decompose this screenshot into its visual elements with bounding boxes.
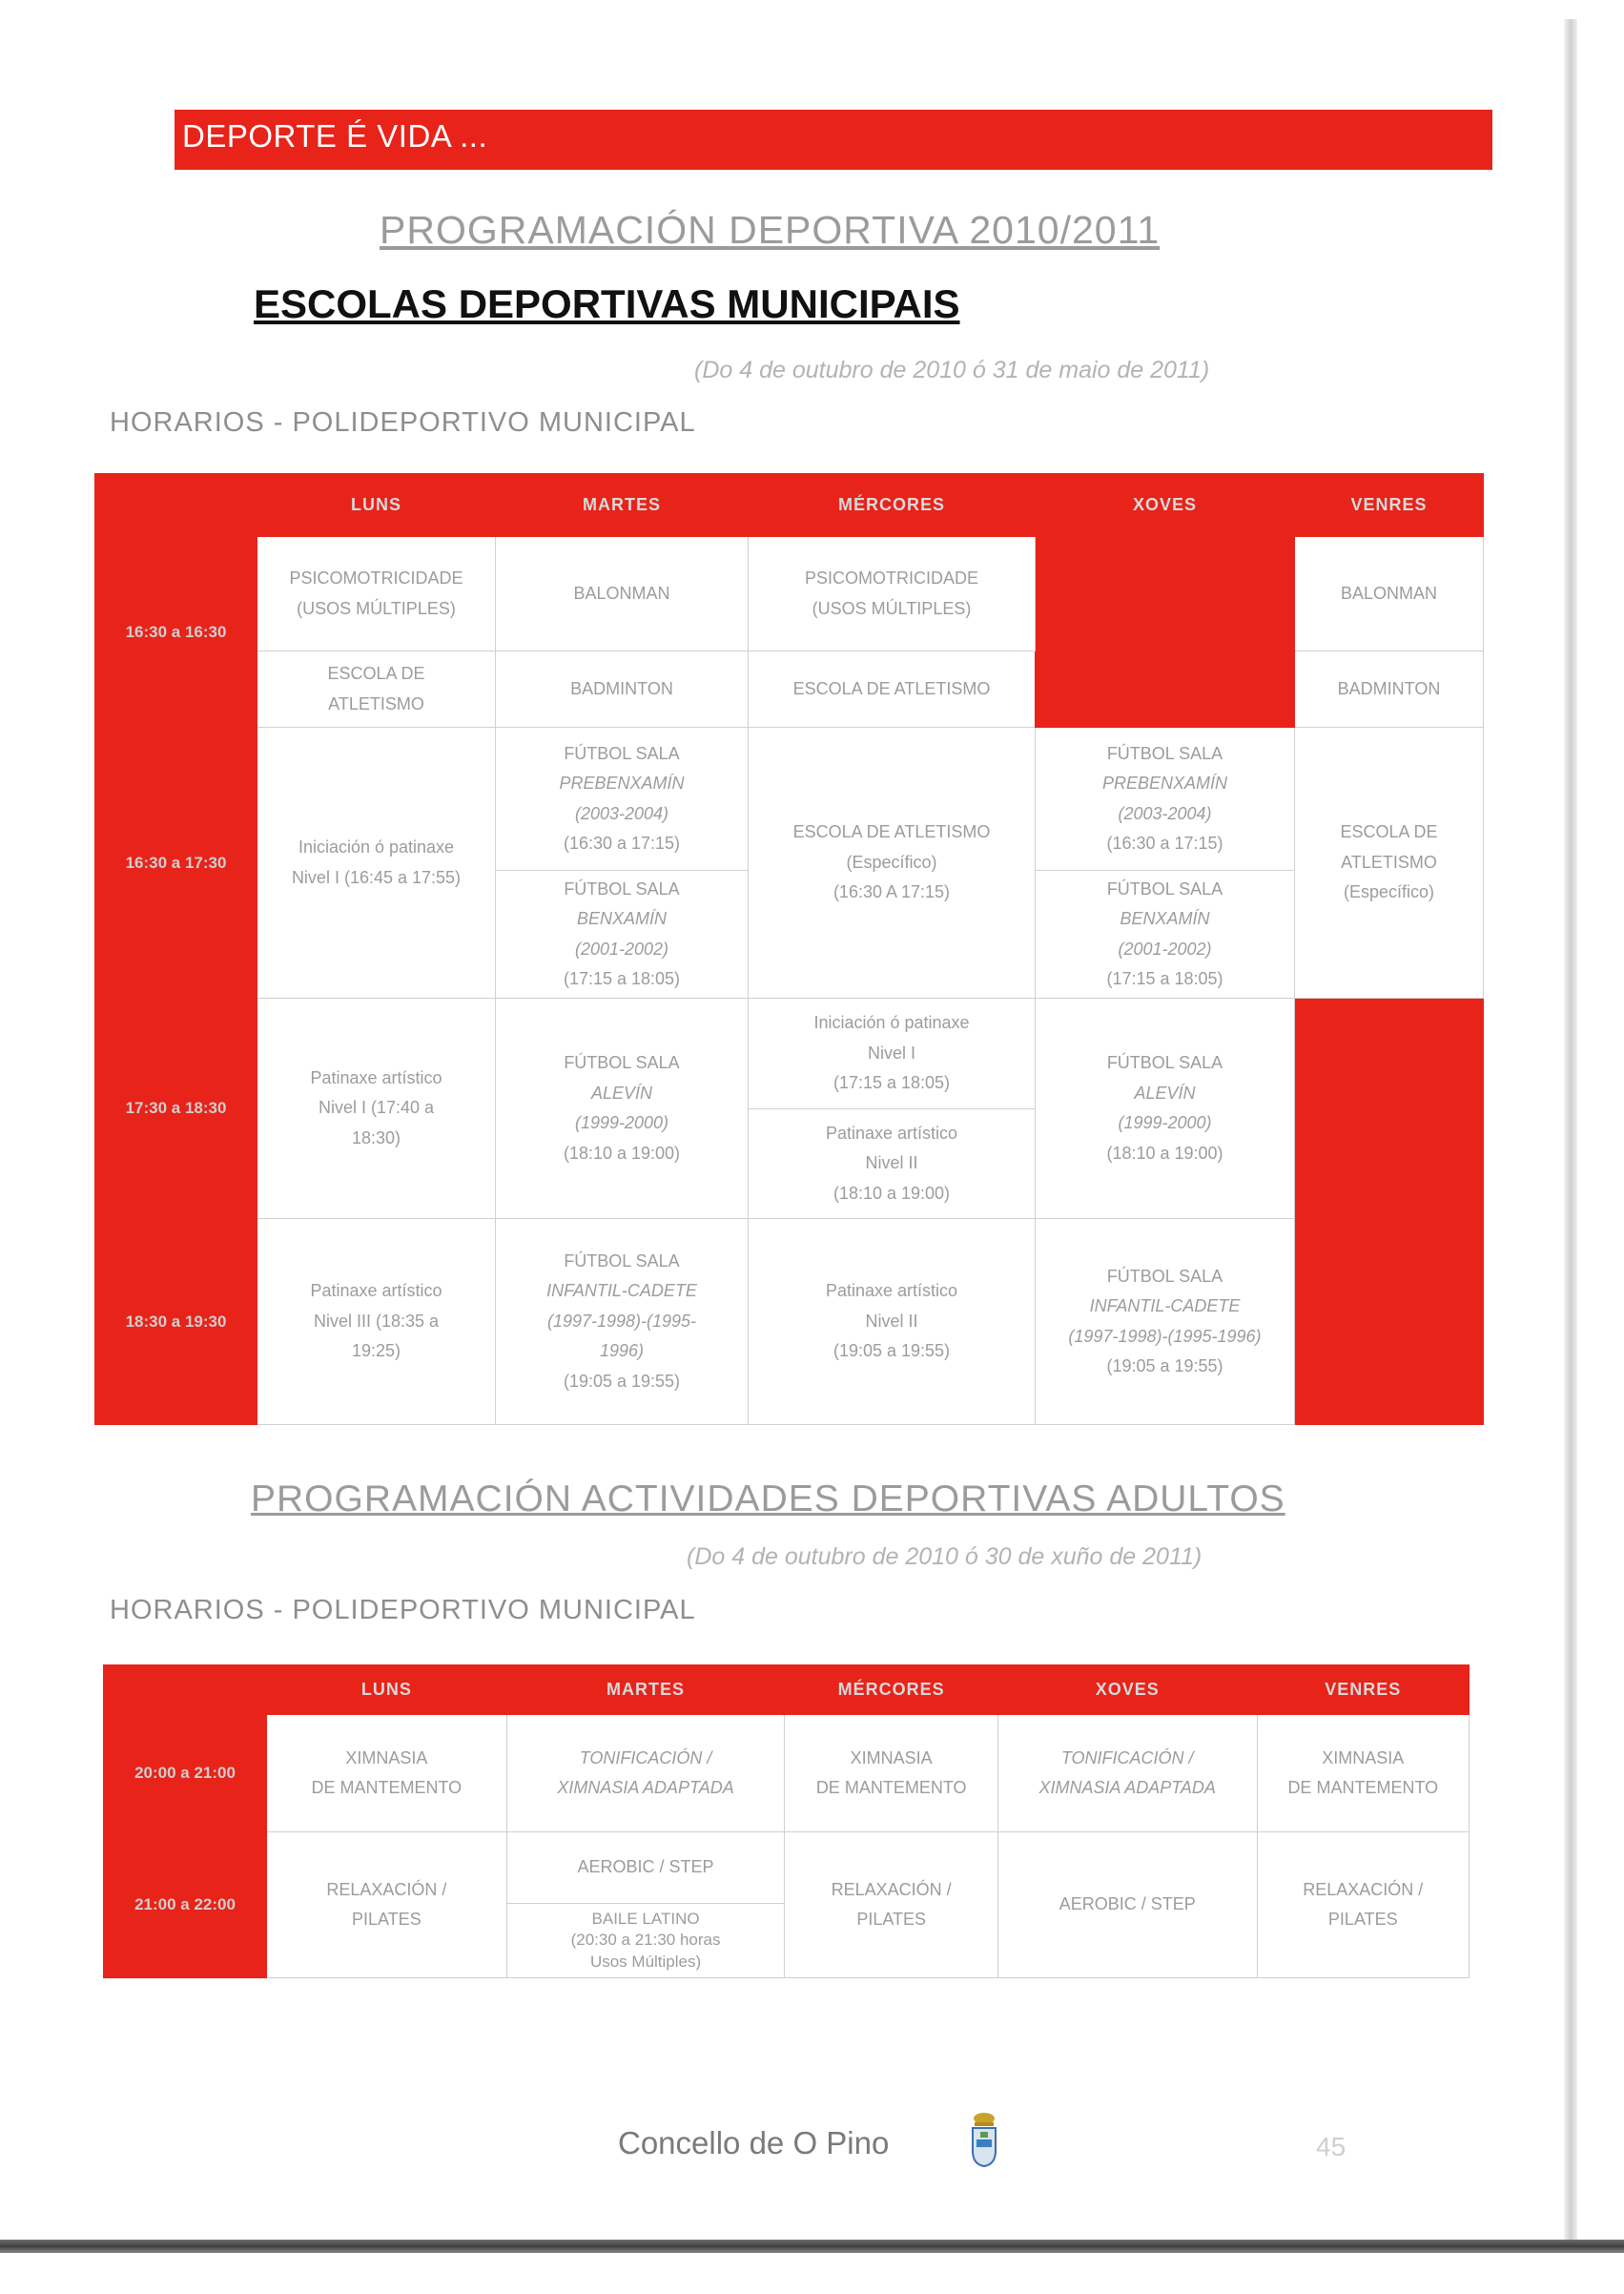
schools-schedule-table — [94, 473, 1484, 1425]
activity-cell: PSICOMOTRICIDADE (USOS MÚLTIPLES) — [257, 537, 496, 651]
page-edge-shadow — [1564, 19, 1577, 2242]
day-header: MARTES — [496, 474, 749, 537]
activity-cell: XIMNASIA DE MANTEMENTO — [785, 1715, 997, 1832]
day-header: XOVES — [997, 1665, 1257, 1715]
activity-cell: Iniciación ó patinaxe Nivel I (17:15 a 18:05) — [749, 999, 1036, 1109]
section-banner — [175, 110, 1492, 170]
banner-text: DEPORTE É VIDA ... — [182, 118, 488, 154]
activity-cell: RELAXACIÓN / PILATES — [1257, 1832, 1469, 1978]
activity-cell: BAILE LATINO (20:30 a 21:30 horas Usos Múltiples) — [506, 1904, 785, 1978]
empty-slot — [1295, 999, 1484, 1219]
activity-cell: BADMINTON — [496, 651, 749, 728]
table-corner — [95, 474, 257, 537]
day-header: XOVES — [1036, 474, 1295, 537]
activity-cell: FÚTBOL SALA INFANTIL-CADETE (1997-1998)-(1995-1996) (19:05 a 19:55) — [1036, 1219, 1295, 1425]
activity-cell: FÚTBOL SALA ALEVÍN (1999-2000) (18:10 a 19:00) — [496, 999, 749, 1219]
time-slot: 18:30 a 19:30 — [95, 1219, 257, 1425]
coat-of-arms-icon — [970, 2111, 998, 2168]
activity-cell: FÚTBOL SALA BENXAMÍN (2001-2002) (17:15 a 18:05) — [1036, 871, 1295, 999]
adults-location: HORARIOS - POLIDEPORTIVO MUNICIPAL — [110, 1595, 696, 1625]
footer-text: Concello de O Pino — [618, 2125, 890, 2160]
activity-cell: ESCOLA DE ATLETISMO (Específico) (16:30 A 17:15) — [749, 728, 1036, 999]
activity-cell: ESCOLA DE ATLETISMO (Específico) — [1295, 728, 1484, 999]
time-slot: 21:00 a 22:00 — [104, 1832, 267, 1978]
time-slot: 20:00 a 21:00 — [104, 1715, 267, 1832]
activity-cell: XIMNASIA DE MANTEMENTO — [1257, 1715, 1469, 1832]
empty-slot — [1295, 1219, 1484, 1425]
day-header: MÉRCORES — [785, 1665, 997, 1715]
activity-cell: AEROBIC / STEP — [506, 1832, 785, 1904]
day-header: LUNS — [257, 474, 496, 537]
time-slot: 16:30 a 17:30 — [95, 728, 257, 999]
day-header: VENRES — [1295, 474, 1484, 537]
activity-cell: FÚTBOL SALA PREBENXAMÍN (2003-2004) (16:30 a 17:15) — [496, 728, 749, 871]
schools-location: HORARIOS - POLIDEPORTIVO MUNICIPAL — [110, 407, 696, 438]
day-header: LUNS — [267, 1665, 507, 1715]
activity-cell: BALONMAN — [1295, 537, 1484, 651]
activity-cell: Patinaxe artístico Nivel I (17:40 a 18:30) — [257, 999, 496, 1219]
day-header: MARTES — [506, 1665, 785, 1715]
activity-cell: TONIFICACIÓN / XIMNASIA ADAPTADA — [997, 1715, 1257, 1832]
activity-cell: RELAXACIÓN / PILATES — [267, 1832, 507, 1978]
activity-cell: ESCOLA DE ATLETISMO — [749, 651, 1036, 728]
activity-cell: AEROBIC / STEP — [997, 1832, 1257, 1978]
page-number: 45 — [1316, 2132, 1346, 2161]
adults-title: PROGRAMACIÓN ACTIVIDADES DEPORTIVAS ADULTOS — [251, 1478, 1285, 1519]
adults-schedule-table — [103, 1664, 1470, 1978]
schools-dates: (Do 4 de outubro de 2010 ó 31 de maio de 2011) — [694, 357, 1210, 383]
activity-cell: PSICOMOTRICIDADE (USOS MÚLTIPLES) — [749, 537, 1036, 651]
page-bottom-edge — [0, 2240, 1624, 2253]
activity-cell: FÚTBOL SALA BENXAMÍN (2001-2002) (17:15 a 18:05) — [496, 871, 749, 999]
activity-cell: ESCOLA DE ATLETISMO — [257, 651, 496, 728]
activity-cell: TONIFICACIÓN / XIMNASIA ADAPTADA — [506, 1715, 785, 1832]
activity-cell: Patinaxe artístico Nivel III (18:35 a 19:25) — [257, 1219, 496, 1425]
activity-cell: Patinaxe artístico Nivel II (18:10 a 19:00) — [749, 1109, 1036, 1219]
activity-cell: Patinaxe artístico Nivel II (19:05 a 19:55) — [749, 1219, 1036, 1425]
activity-cell: RELAXACIÓN / PILATES — [785, 1832, 997, 1978]
day-header: VENRES — [1257, 1665, 1469, 1715]
activity-cell: FÚTBOL SALA ALEVÍN (1999-2000) (18:10 a 19:00) — [1036, 999, 1295, 1219]
schools-heading: ESCOLAS DEPORTIVAS MUNICIPAIS — [254, 281, 960, 326]
adults-dates: (Do 4 de outubro de 2010 ó 30 de xuño de 2011) — [687, 1543, 1203, 1570]
schedule-title: PROGRAMACIÓN DEPORTIVA 2010/2011 — [380, 208, 1161, 252]
activity-cell: FÚTBOL SALA PREBENXAMÍN (2003-2004) (16:30 a 17:15) — [1036, 728, 1295, 871]
activity-cell: Iniciación ó patinaxe Nivel I (16:45 a 17:55) — [257, 728, 496, 999]
day-header: MÉRCORES — [749, 474, 1036, 537]
empty-slot — [1036, 537, 1295, 728]
time-slot: 17:30 a 18:30 — [95, 999, 257, 1219]
activity-cell: BALONMAN — [496, 537, 749, 651]
time-slot: 16:30 a 16:30 — [95, 537, 257, 728]
activity-cell: FÚTBOL SALA INFANTIL-CADETE (1997-1998)-(1995- 1996) (19:05 a 19:55) — [496, 1219, 749, 1425]
activity-cell: BADMINTON — [1295, 651, 1484, 728]
activity-cell: XIMNASIA DE MANTEMENTO — [267, 1715, 507, 1832]
table-corner — [104, 1665, 267, 1715]
